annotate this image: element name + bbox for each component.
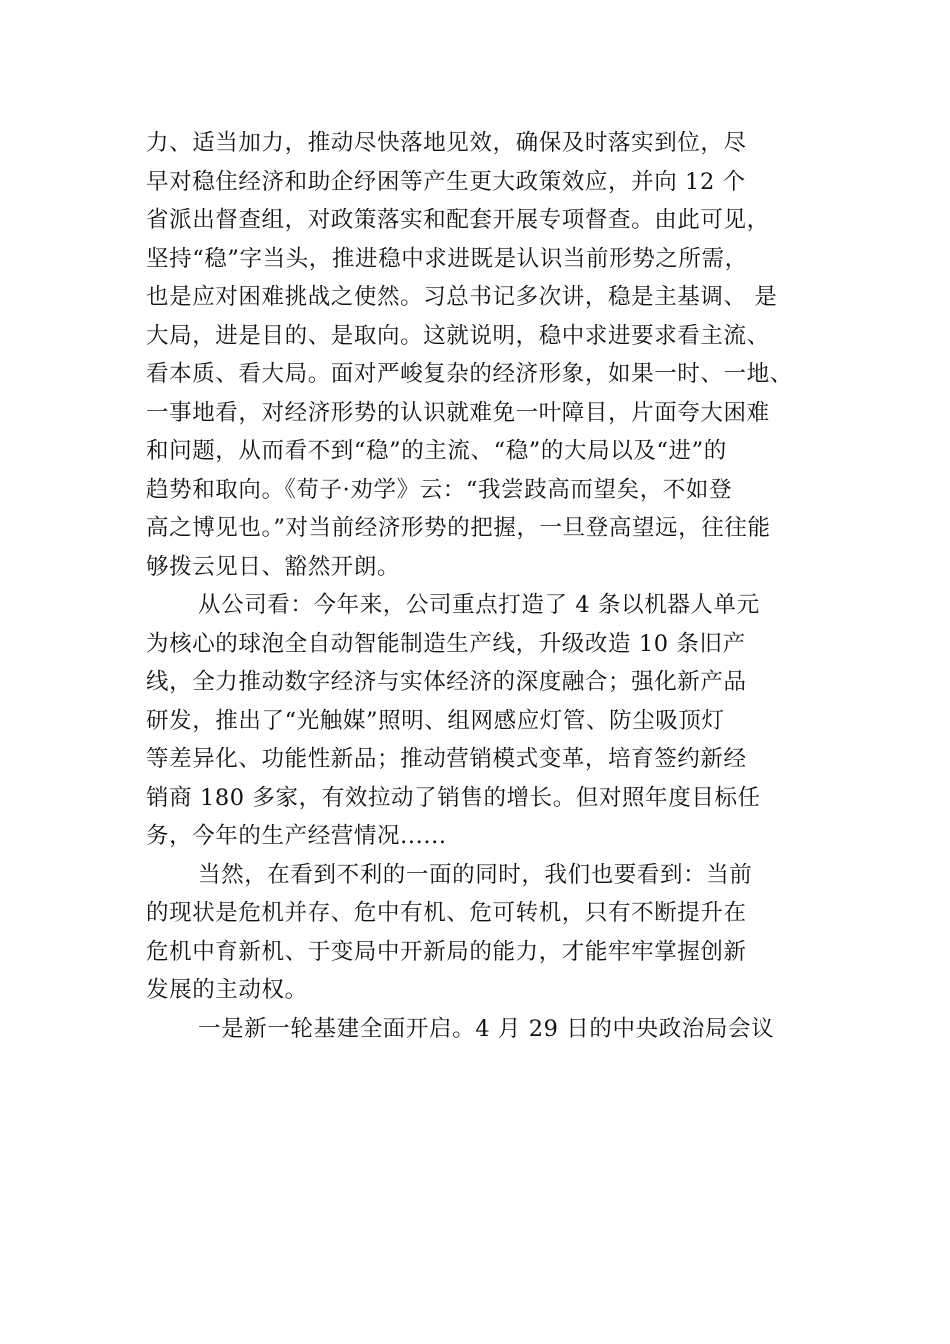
text-line: 看本质、看大局。面对严峻复杂的经济形象，如果一时、一地、 — [146, 361, 793, 387]
paragraph-4 — [146, 1010, 836, 1049]
text-line: 的现状是危机并存、危中有机、危可转机，只有不断提升在 — [146, 900, 747, 926]
text-line: 务，今年的生产经营情况...... — [146, 823, 447, 849]
text-line: 省派出督查组，对政策落实和配套开展专项督查。由此可见， — [146, 207, 770, 233]
paragraph-2 — [146, 586, 836, 856]
text-line: 线，全力推动数字经济与实体经济的深度融合；强化新产品 — [146, 669, 747, 695]
paragraph-1 — [146, 124, 836, 586]
body-text — [146, 124, 836, 1048]
text-line: 大局，进是目的、是取向。这就说明，稳中求进要求看主流、 — [146, 322, 770, 349]
text-line: 一事地看，对经济形势的认识就难免一叶障目，片面夸大困难 — [146, 399, 770, 426]
text-line: 一是新一轮基建全面开启。4 月 29 日的中央政治局会议 — [198, 1015, 775, 1042]
text-line: 坚持“稳”字当头，推进稳中求进既是认识当前形势之所需， — [146, 245, 748, 272]
text-line: 高之博见也。”对当前经济形势的把握，一旦登高望远，往往能 — [146, 515, 771, 541]
text-line: 研发，推出了“光触媒”照明、组网感应灯管、防尘吸顶灯 — [146, 707, 725, 734]
text-line: 和问题，从而看不到“稳”的主流、“稳”的大局以及“进”的 — [146, 438, 727, 464]
text-line: 销商 180 多家，有效拉动了销售的增长。但对照年度目标任 — [146, 784, 761, 811]
text-line: 从公司看：今年来，公司重点打造了 4 条以机器人单元 — [198, 592, 760, 618]
text-line: 为核心的球泡全自动智能制造生产线，升级改造 10 条旧产 — [146, 630, 746, 657]
text-line: 等差异化、功能性新品；推动营销模式变革，培育签约新经 — [146, 746, 747, 772]
text-line: 发展的主动权。 — [146, 977, 308, 1003]
text-line: 早对稳住经济和助企纾困等产生更大政策效应，并向 12 个 — [146, 168, 746, 195]
text-line: 危机中育新机、于变局中开新局的能力，才能牢牢掌握创新 — [146, 938, 747, 965]
text-line: 当然，在看到不利的一面的同时，我们也要看到：当前 — [198, 861, 753, 888]
text-line: 也是应对困难挑战之使然。习总书记多次讲，稳是主基调、 是 — [146, 284, 778, 310]
text-line: 趋势和取向。《荀子·劝学》云：“我尝跂高而望矣，不如登 — [146, 476, 733, 503]
text-line: 够拨云见日、豁然开朗。 — [146, 553, 401, 580]
text-line: 力、适当加力，推动尽快落地见效，确保及时落实到位，尽 — [146, 130, 747, 156]
paragraph-3 — [146, 856, 836, 1010]
